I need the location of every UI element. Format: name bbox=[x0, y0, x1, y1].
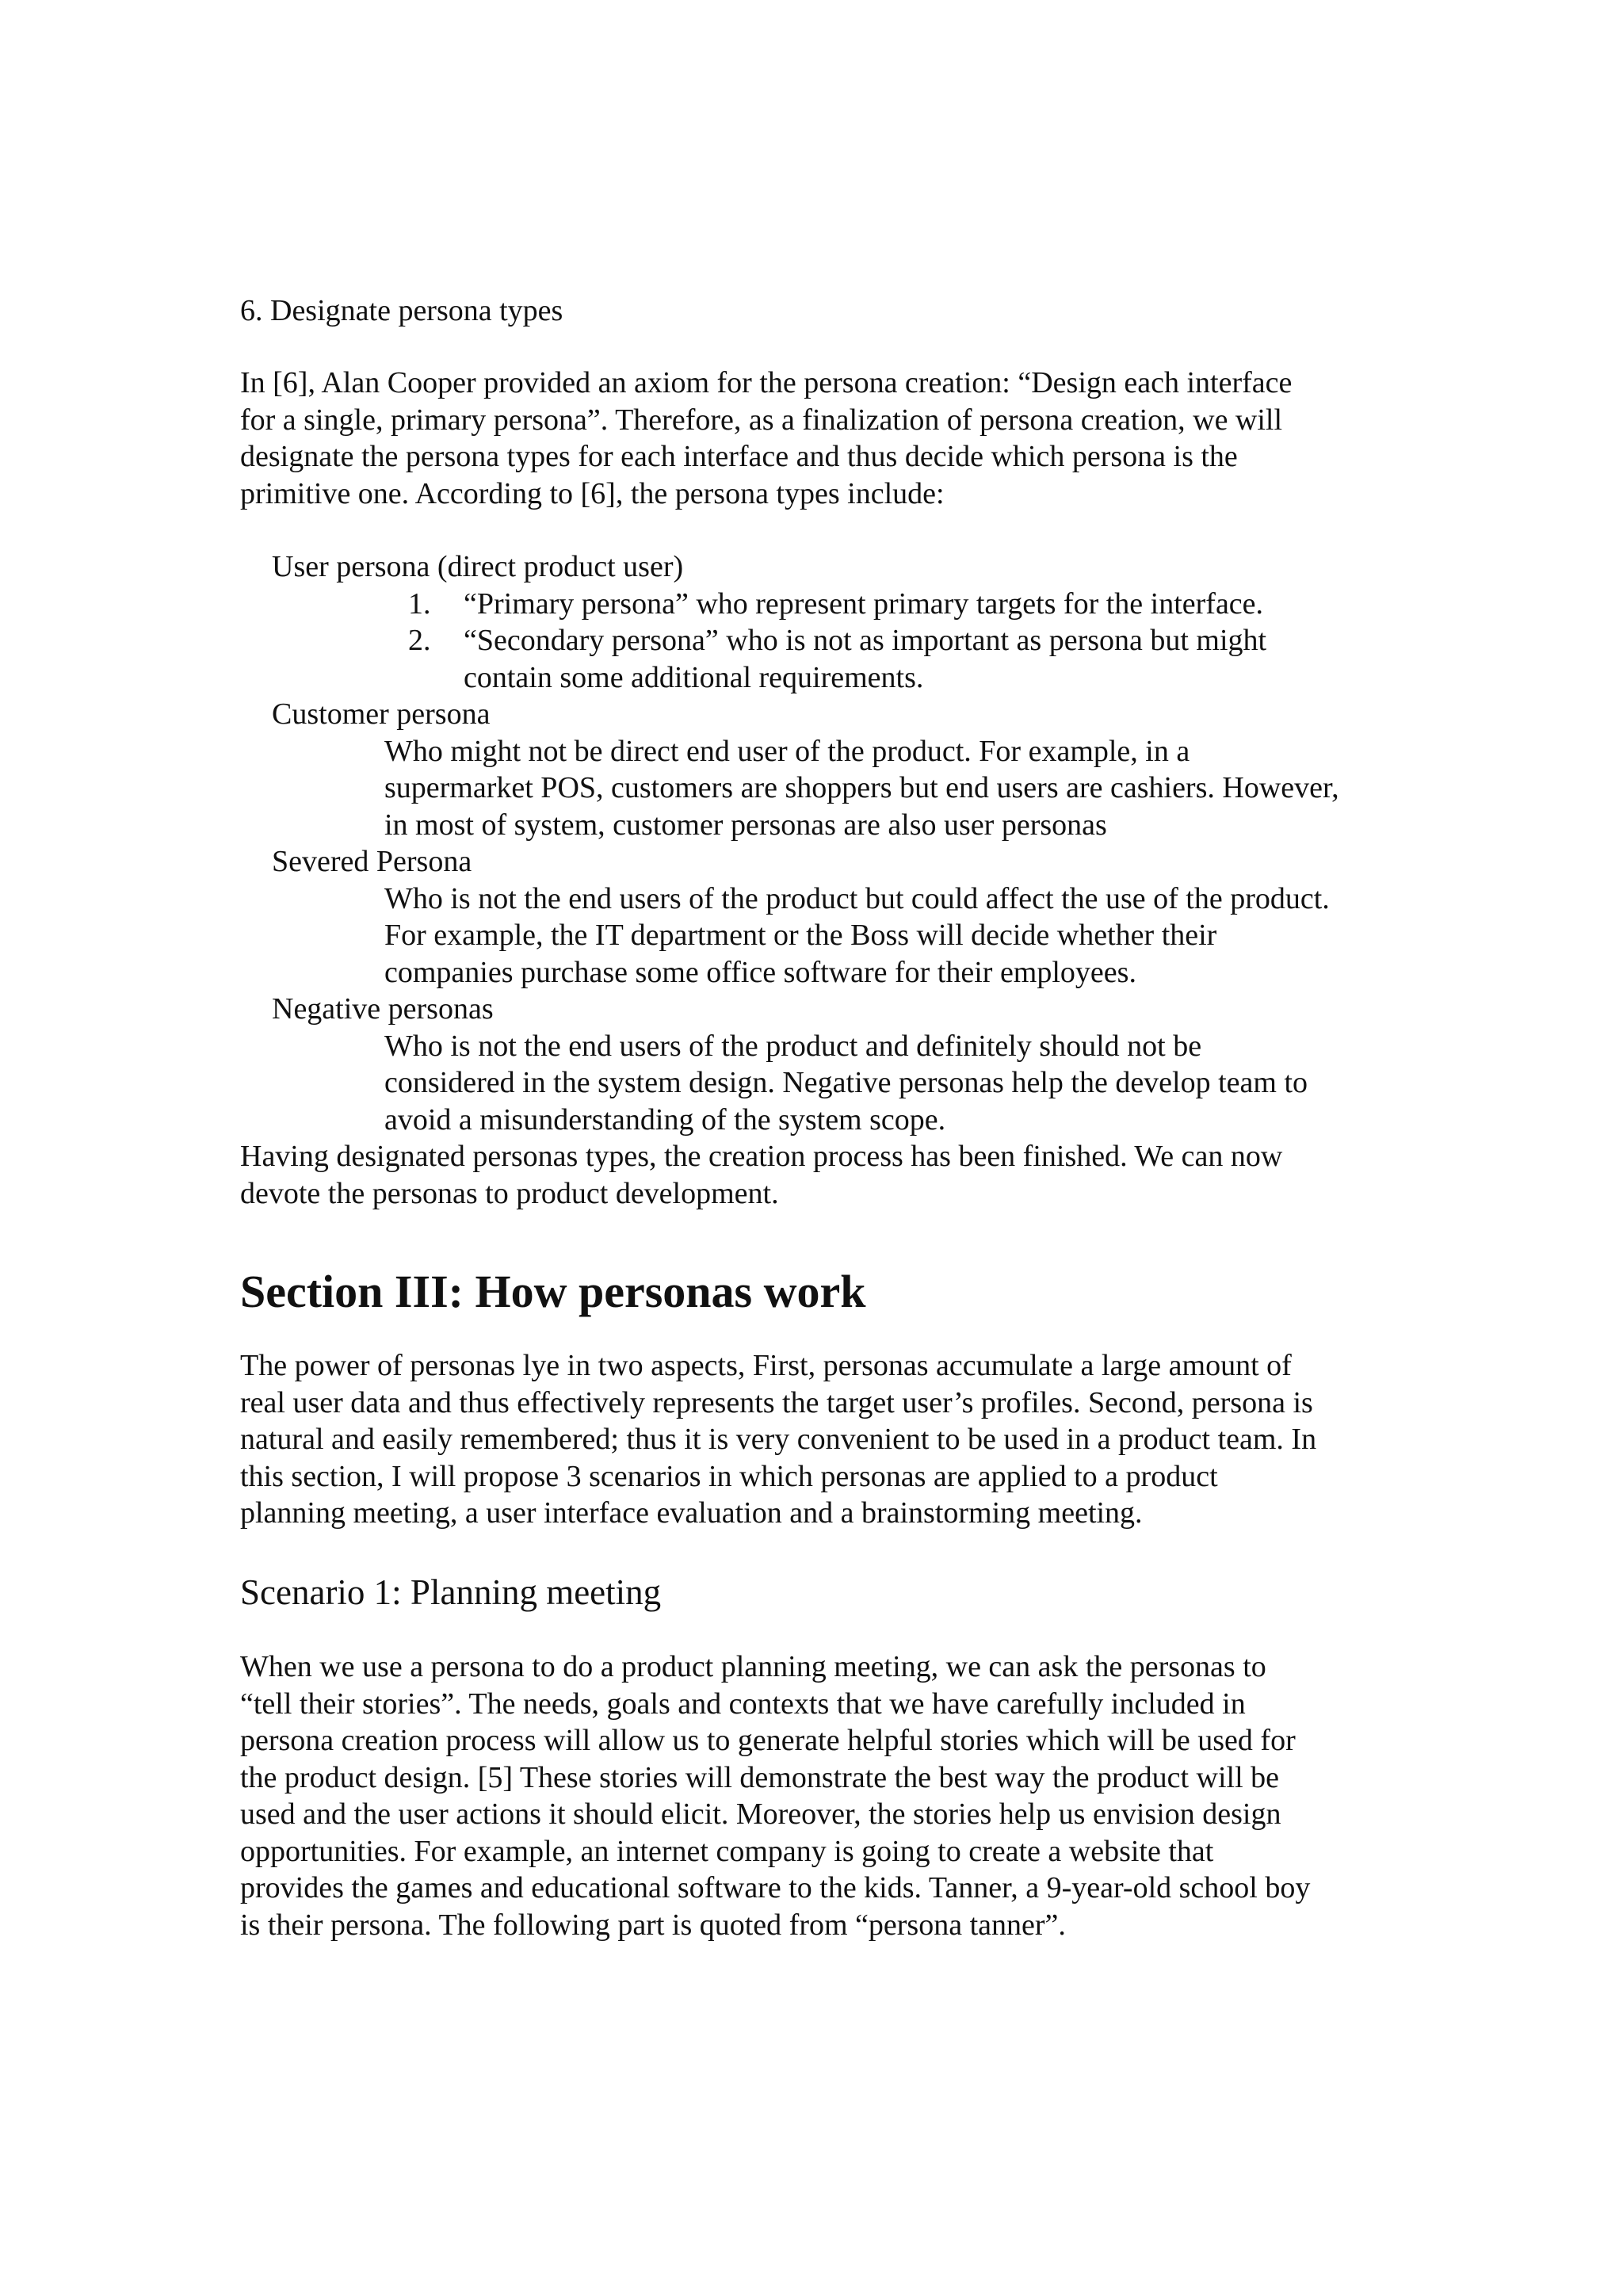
list-number-1: 1. bbox=[408, 586, 431, 621]
step-heading: 6. Designate persona types bbox=[240, 294, 563, 327]
severed-persona-line-2: For example, the IT department or the Boss will decide whether their bbox=[384, 919, 1217, 952]
severed-persona-line-3: companies purchase some office software for their employees. bbox=[384, 955, 1136, 989]
scenario-line-6: opportunities. For example, an internet company is going to create a website that bbox=[240, 1834, 1214, 1868]
negative-persona-line-2: considered in the system design. Negative personas help the develop team to bbox=[384, 1066, 1308, 1099]
intro-line-1: In [6], Alan Cooper provided an axiom for the persona creation: “Design each interface bbox=[240, 366, 1293, 399]
intro-line-4: primitive one. According to [6], the persona types include: bbox=[240, 476, 945, 510]
scenario-line-8: is their persona. The following part is quoted from “persona tanner”. bbox=[240, 1908, 1066, 1942]
severed-persona-label: Severed Persona bbox=[272, 845, 472, 878]
primary-persona-line: “Primary persona” who represent primary targets for the interface. bbox=[464, 586, 1264, 621]
customer-persona-label: Customer persona bbox=[272, 697, 491, 731]
closing-line-1: Having designated personas types, the creation process has been finished. We can now bbox=[240, 1140, 1283, 1173]
scenario-line-2: “tell their stories”. The needs, goals and contexts that we have carefully included in bbox=[240, 1687, 1246, 1721]
list-number-2: 2. bbox=[408, 624, 431, 657]
negative-persona-line-1: Who is not the end users of the product and definitely should not be bbox=[384, 1029, 1202, 1063]
scenario-heading: Scenario 1: Planning meeting bbox=[240, 1572, 662, 1612]
scenario-line-3: persona creation process will allow us to generate helpful stories which will be used for bbox=[240, 1724, 1296, 1757]
negative-persona-line-3: avoid a misunderstanding of the system scope. bbox=[384, 1102, 946, 1137]
section-line-4: this section, I will propose 3 scenarios in which personas are applied to a product bbox=[240, 1459, 1218, 1493]
user-persona-label: User persona (direct product user) bbox=[272, 550, 684, 583]
scenario-line-5: used and the user actions it should elicit. Moreover, the stories help us envision design bbox=[240, 1797, 1281, 1831]
scenario-line-7: provides the games and educational software to the kids. Tanner, a 9-year-old school boy bbox=[240, 1871, 1311, 1904]
customer-persona-line-2: supermarket POS, customers are shoppers but end users are cashiers. However, bbox=[384, 771, 1339, 804]
secondary-persona-line-2: contain some additional requirements. bbox=[464, 660, 924, 694]
section-line-5: planning meeting, a user interface evaluation and a brainstorming meeting. bbox=[240, 1496, 1143, 1530]
scenario-line-1: When we use a persona to do a product planning meeting, we can ask the personas to bbox=[240, 1650, 1266, 1683]
section-line-3: natural and easily remembered; thus it is very convenient to be used in a product team. In bbox=[240, 1423, 1317, 1456]
closing-line-2: devote the personas to product development. bbox=[240, 1176, 779, 1210]
section-heading: Section III: How personas work bbox=[240, 1266, 866, 1317]
customer-persona-line-1: Who might not be direct end user of the product. For example, in a bbox=[384, 734, 1190, 768]
customer-persona-line-3: in most of system, customer personas are also user personas bbox=[384, 808, 1107, 842]
severed-persona-line-1: Who is not the end users of the product but could affect the use of the product. bbox=[384, 881, 1330, 915]
scenario-line-4: the product design. [5] These stories will demonstrate the best way the product will be bbox=[240, 1760, 1280, 1794]
intro-line-3: designate the persona types for each interface and thus decide which persona is the bbox=[240, 440, 1238, 473]
intro-line-2: for a single, primary persona”. Therefore, as a finalization of persona creation, we will bbox=[240, 403, 1283, 437]
section-line-1: The power of personas lye in two aspects, First, personas accumulate a large amount of bbox=[240, 1349, 1292, 1382]
section-line-2: real user data and thus effectively represents the target user’s profiles. Second, persona is bbox=[240, 1385, 1313, 1419]
negative-persona-label: Negative personas bbox=[272, 992, 494, 1026]
secondary-persona-line-1: “Secondary persona” who is not as important as persona but might bbox=[464, 624, 1267, 657]
